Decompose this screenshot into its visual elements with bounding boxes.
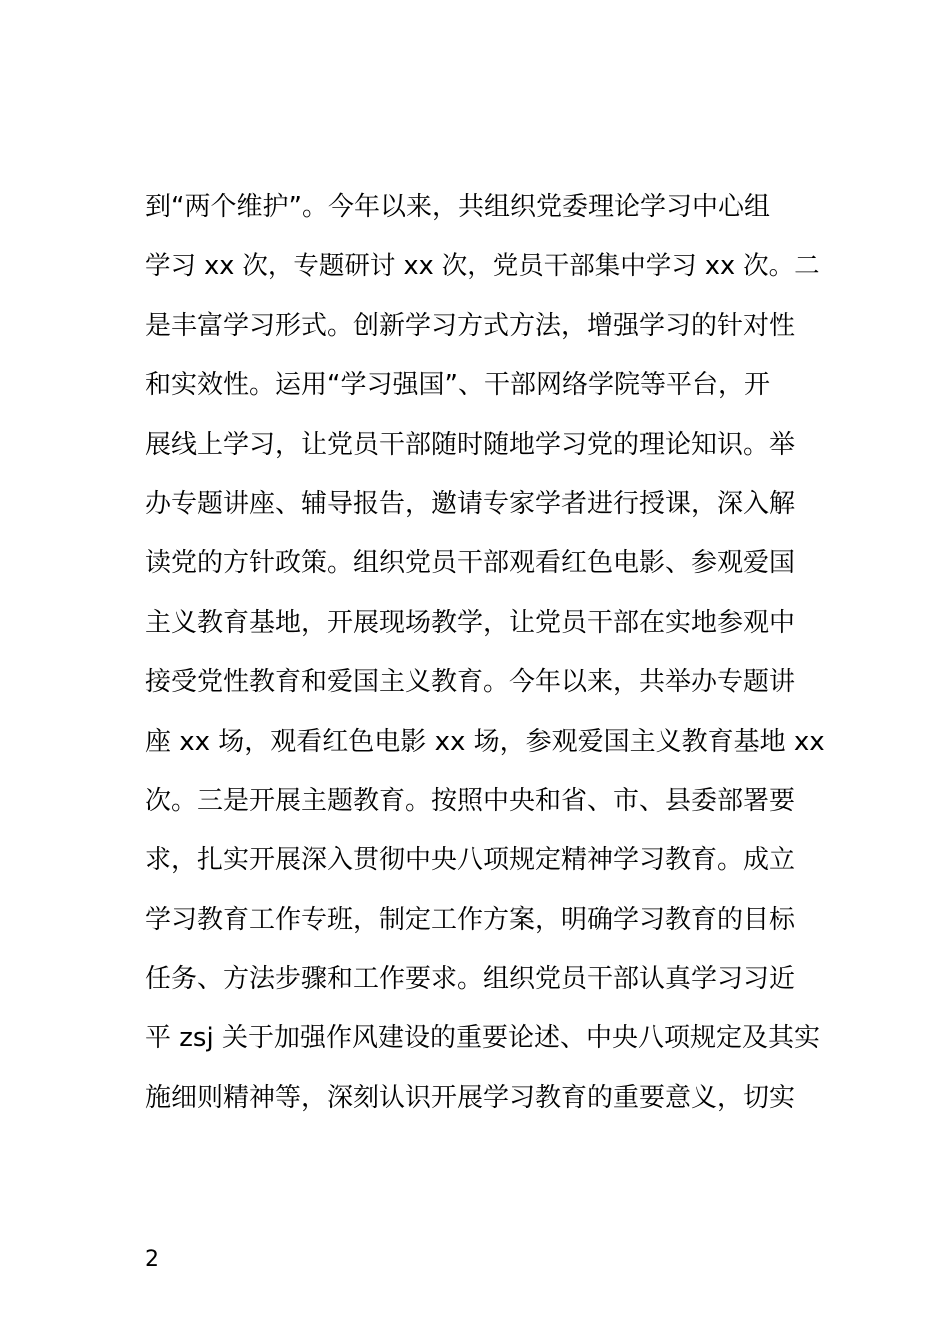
text-line-5: 展线上学习，让党员干部随时随地学习党的理论知识。举 — [145, 429, 796, 460]
text-line-15: 平 zsj 关于加强作风建设的重要论述、中央八项规定及其实 — [145, 1023, 820, 1054]
text-line-8: 主义教育基地，开展现场教学，让党员干部在实地参观中 — [145, 607, 796, 638]
text-line-10: 座 xx 场，观看红色电影 xx 场，参观爱国主义教育基地 xx — [145, 726, 825, 757]
text-line-11: 次。三是开展主题教育。按照中央和省、市、县委部署要 — [145, 785, 796, 816]
text-line-12: 求，扎实开展深入贯彻中央八项规定精神学习教育。成立 — [145, 845, 796, 876]
text-line-13: 学习教育工作专班，制定工作方案，明确学习教育的目标 — [145, 904, 796, 935]
text-line-7: 读党的方针政策。组织党员干部观看红色电影、参观爱国 — [145, 548, 796, 579]
body-paragraph — [145, 178, 825, 1128]
text-line-14: 任务、方法步骤和工作要求。组织党员干部认真学习习近 — [145, 964, 796, 995]
text-line-4: 和实效性。运用“学习强国”、干部网络学院等平台，开 — [145, 370, 770, 401]
text-line-2: 学习 xx 次，专题研讨 xx 次，党员干部集中学习 xx 次。二 — [145, 251, 820, 282]
text-line-1: 到“两个维护”。今年以来，共组织党委理论学习中心组 — [145, 192, 770, 222]
page-number: 2 — [145, 1247, 159, 1272]
text-line-3: 是丰富学习形式。创新学习方式方法，增强学习的针对性 — [145, 310, 796, 341]
text-line-9: 接受党性教育和爱国主义教育。今年以来，共举办专题讲 — [145, 667, 796, 698]
text-line-6: 办专题讲座、辅导报告，邀请专家学者进行授课，深入解 — [145, 488, 796, 519]
text-line-16: 施细则精神等，深刻认识开展学习教育的重要意义，切实 — [145, 1082, 796, 1113]
